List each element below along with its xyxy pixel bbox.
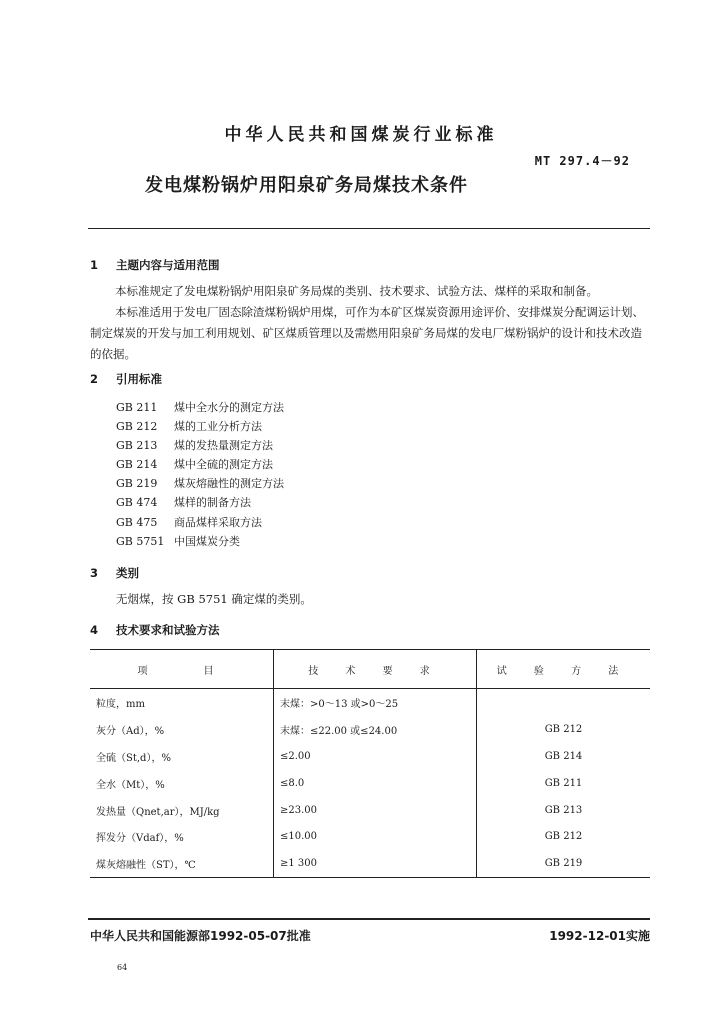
item-cell: 挥发分（Vdaf），% — [96, 833, 184, 845]
section-1-heading — [90, 257, 220, 273]
table-row — [90, 850, 650, 877]
reference-code: GB 213 — [116, 439, 158, 453]
header-rule — [88, 228, 650, 229]
item-cell: 发热量（Qnet,ar），MJ/kg — [96, 806, 220, 818]
reference-code: GB 474 — [116, 496, 158, 510]
section-number: 1 — [90, 258, 99, 272]
method-cell: GB 212 — [544, 831, 583, 843]
implementation-date: 1992-12-01实施 — [549, 929, 650, 943]
reference-code: GB 212 — [116, 420, 158, 434]
reference-item — [116, 493, 284, 512]
requirement-cell: 末煤：≤22.00 或≤24.00 — [274, 716, 477, 743]
reference-item — [116, 474, 284, 493]
column-header-method: 试 验 方 法 — [496, 665, 631, 677]
requirement-cell: ≥23.00 — [274, 797, 477, 824]
reference-code: GB 214 — [116, 458, 158, 472]
reference-item — [116, 398, 284, 417]
item-cell: 灰分（Ad），% — [96, 725, 165, 737]
requirement-cell: 末煤：>0～13 或>0～25 — [274, 689, 477, 716]
table-header-row — [90, 650, 650, 689]
requirement-cell: ≤8.0 — [274, 770, 477, 797]
reference-name: 煤的发热量测定方法 — [174, 439, 273, 453]
reference-name: 商品煤样采取方法 — [174, 515, 262, 529]
table-row — [90, 823, 650, 850]
section-1-para-2: 本标准适用于发电厂固态除渣煤粉锅炉用煤，可作为本矿区煤炭资源用途评价、安排煤炭分配调运计划、制定煤炭的开发与加工利用规划、矿区煤质管理以及需燃用阳泉矿务局煤的发电厂煤粉锅炉的设计和技术改造的依据。 — [90, 305, 644, 361]
section-4-heading — [90, 622, 220, 638]
section-number: 4 — [90, 623, 99, 637]
reference-item — [116, 436, 284, 455]
table-row — [90, 797, 650, 824]
standard-org: 中华人民共和国煤炭行业标准 — [224, 125, 498, 145]
reference-name: 中国煤炭分类 — [174, 534, 240, 548]
method-cell: GB 211 — [544, 777, 583, 789]
reference-code: GB 219 — [116, 477, 158, 491]
section-title: 类别 — [116, 566, 139, 580]
approval-line: 中华人民共和国能源部1992-05-07批准 — [90, 929, 311, 943]
method-cell: GB 214 — [544, 750, 583, 762]
reference-name: 煤灰熔融性的测定方法 — [174, 477, 284, 491]
footer-rule — [88, 918, 650, 920]
reference-item — [116, 455, 284, 474]
standard-code: MT 297.4－92 — [534, 154, 630, 168]
reference-name: 煤的工业分析方法 — [174, 420, 262, 434]
reference-code: GB 211 — [116, 401, 158, 414]
document-title: 发电煤粉锅炉用阳泉矿务局煤技术条件 — [145, 175, 468, 196]
item-cell: 全硫（St,d），% — [96, 752, 171, 764]
section-number: 3 — [90, 566, 99, 580]
method-cell: GB 212 — [544, 723, 583, 735]
method-cell — [477, 689, 651, 716]
reference-list — [116, 398, 284, 551]
spec-table — [90, 649, 650, 878]
column-header-item: 项 目 — [137, 665, 226, 677]
section-title: 主题内容与适用范围 — [116, 258, 220, 272]
reference-code: GB 475 — [116, 515, 158, 529]
section-title: 引用标准 — [116, 372, 162, 386]
reference-item — [116, 417, 284, 436]
requirement-cell: ≥1 300 — [274, 850, 477, 877]
item-cell: 粒度，mm — [96, 698, 145, 710]
method-cell: GB 213 — [544, 804, 583, 816]
table-row — [90, 716, 650, 743]
reference-name: 煤中全水分的测定方法 — [174, 401, 284, 414]
page-number: 64 — [117, 963, 128, 972]
reference-item — [116, 513, 284, 532]
section-2-heading — [90, 371, 162, 387]
section-number: 2 — [90, 372, 99, 386]
section-title: 技术要求和试验方法 — [116, 623, 220, 637]
section-3-text: 无烟煤，按 GB 5751 确定煤的类别。 — [116, 592, 312, 606]
item-cell: 煤灰熔融性（ST），℃ — [96, 860, 196, 872]
item-cell: 全水（Mt），% — [96, 779, 165, 791]
reference-name: 煤样的制备方法 — [174, 496, 251, 510]
table-row — [90, 743, 650, 770]
section-3-heading — [90, 565, 139, 581]
section-1-para-1: 本标准规定了发电煤粉锅炉用阳泉矿务局煤的类别、技术要求、试验方法、煤样的采取和制备。 — [115, 284, 598, 298]
requirement-cell: ≤2.00 — [274, 743, 477, 770]
table-row — [90, 770, 650, 797]
reference-code: GB 5751 — [116, 534, 165, 548]
method-cell: GB 219 — [544, 858, 583, 870]
reference-item — [116, 532, 284, 551]
column-header-requirement: 技 术 要 求 — [274, 650, 477, 689]
table-row — [90, 689, 650, 716]
reference-name: 煤中全硫的测定方法 — [174, 458, 273, 472]
requirement-cell: ≤10.00 — [274, 823, 477, 850]
